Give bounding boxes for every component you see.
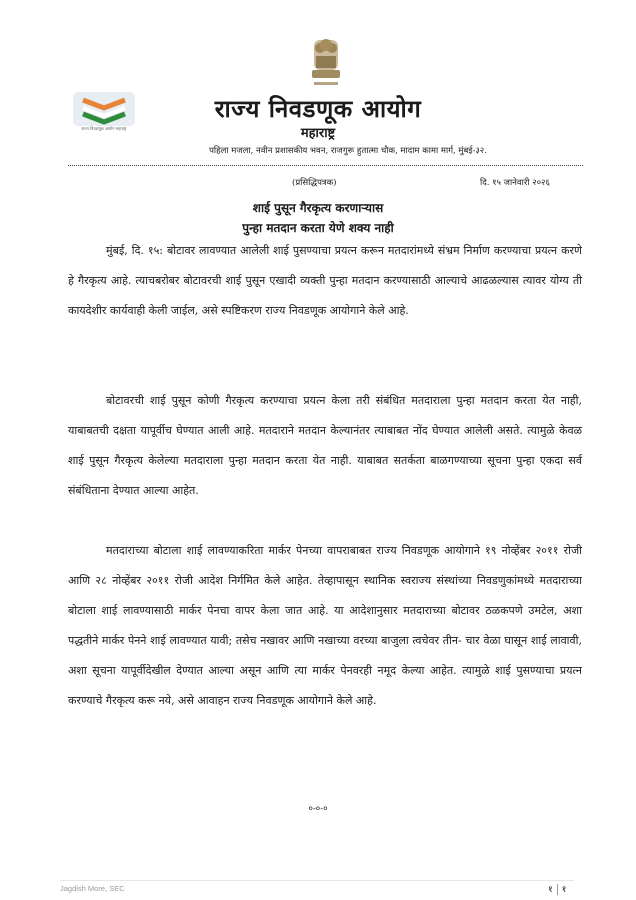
headline-line-2: पुन्हा मतदान करता येणे शक्य नाही: [242, 221, 394, 235]
footer-divider: [60, 880, 574, 881]
page-total: १: [561, 885, 567, 895]
headline-line-1: शाई पुसून गैरकृत्य करणाऱ्यास: [252, 201, 384, 215]
footer-author: Jagdish More, SEC: [60, 884, 125, 893]
page-current: १: [548, 885, 553, 895]
end-mark: ०-०-०: [308, 804, 328, 814]
logo-caption: राज्य निवडणूक आयोग महाराष्ट्र: [81, 126, 127, 131]
paragraph-text: मुंबई, दि. १५: बोटावर लावण्यात आलेली शाई पुसण्याचा प्रयत्न करून मतदारांमध्ये संभ्रम निर्माण करण्याचा प्रयत्न करणे हे गैरकृत्य आहे. त्याचबरोबर बोटावरची शाई पुसून एखादी व्यक्ती पुन्हा मतदान करण्यासाठी आल्याचे आढळल्यास त्यावर योग्य ती कायदेशीर कार्यवाही केली जाईल, असे स्पष्टिकरण राज्य निवडणूक आयोगाने केले आहे.: [68, 244, 582, 317]
page-number: [548, 882, 566, 895]
body-paragraph: [68, 386, 582, 506]
paragraph-text: बोटावरची शाई पुसून कोणी गैरकृत्य करण्याचा प्रयत्न केला तरी संबंधित मतदाराला पुन्हा मतदान करता येत नाही, याबाबतची दक्षता यापूर्वीच घेण्यात आली आहे. मतदाराने मतदान केल्यानंतर त्याबाबत नोंद घेण्यात आलेली असते. त्यामुळे केवळ शाई पुसून गैरकृत्य केलेल्या मतदाराला पुन्हा मतदान करता येत नाही. याबाबत सतर्कता बाळगण्याच्या सूचना पुन्हा एकदा सर्व संबंधिताना देण्यात आल्या आहेत.: [68, 394, 582, 497]
document-date: दि. १५ जानेवारी २०२६: [480, 178, 550, 188]
state-name: महाराष्ट्र: [300, 126, 336, 141]
paragraph-text: मतदाराच्या बोटाला शाई लावण्याकरिता मार्कर पेनच्या वापराबाबत राज्य निवडणूक आयोगाने १९ नोव्हेंबर २०११ रोजी आणि २८ नोव्हेंबर २०११ रोजी आदेश निर्गमित केले आहेत. तेव्हापासून स्थानिक स्वराज्य संस्थांच्या निवडणुकांमध्ये मतदाराच्या बोटाला शाई लावण्यासाठी मार्कर पेनचा वापर केला जात आहे. या आदेशानुसार मतदाराच्या बोटावर ठळकपणे उमटेल, अशा पद्धतीने मार्कर पेनने शाई लावण्यात यावी; तसेच नखावर आणि नखाच्या वरच्या बाजुला त्वचेवर तीन- चार वेळा घासून शाई लावावी, अशा सूचना यापूर्वीदेखील देण्यात आल्या असून आणि त्या मार्कर पेनवरही नमूद केल्या आहेत. त्यामुळे शाई पुसण्याचा प्रयत्न करण्याचे गैरकृत्य करू नये, असे आवाहन राज्य निवडणूक आयोगाने केले आहे.: [68, 544, 582, 707]
body-paragraph: [68, 536, 582, 716]
page-separator: [557, 884, 558, 895]
national-emblem-icon: [306, 36, 346, 90]
document-type: (प्रसिद्धिपत्रक): [292, 178, 337, 188]
office-address: पहिला मजला, नवीन प्रशासकीय भवन, राजगुरू हुतात्मा चौक, मादाम कामा मार्ग, मुंबई-३२.: [209, 146, 487, 156]
header-divider: [68, 165, 583, 166]
body-paragraph: [68, 236, 582, 326]
organization-title: राज्य निवडणूक आयोग: [214, 95, 422, 123]
